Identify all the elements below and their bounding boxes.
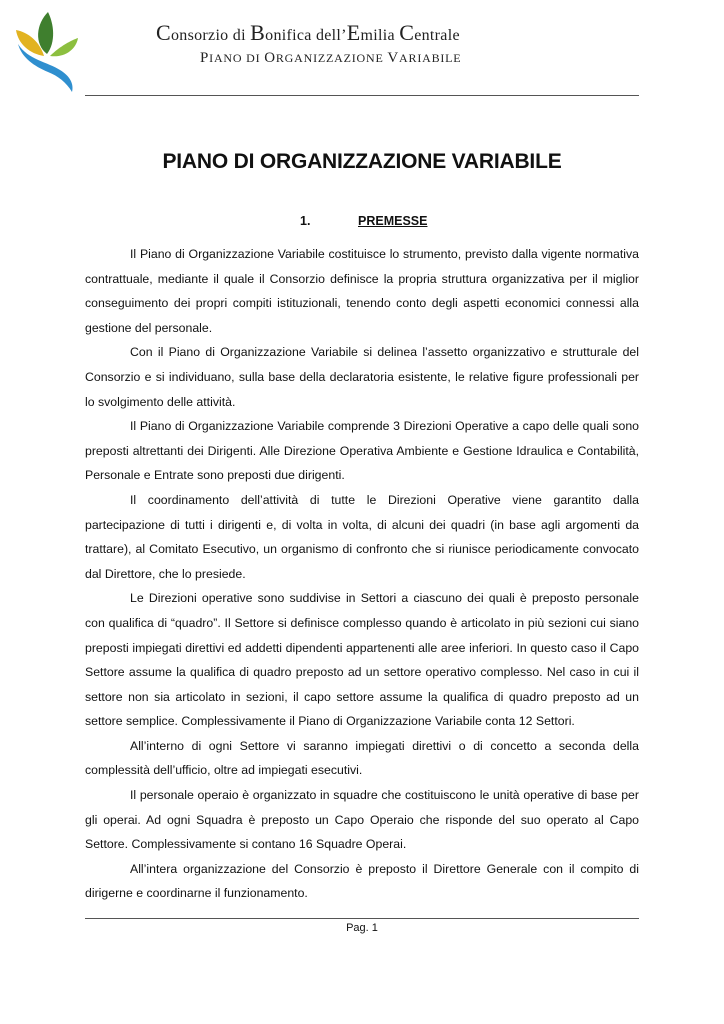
paragraph: Il personale operaio è organizzato in squadre che costituiscono le unità operative di base per gli operai. Ad ogni Squadra è preposto un Capo Operaio che risponde del suo operato al Capo Settore. Complessivamente si contano 16 Squadre Operai. — [85, 788, 639, 852]
consorzio-leaf-logo — [14, 8, 80, 92]
header-document-subtitle: PIANO DI ORGANIZZAZIONE VARIABILE — [200, 50, 462, 66]
document-body — [85, 242, 639, 906]
section-label: PREMESSE — [358, 214, 428, 228]
section-number: 1. — [300, 214, 311, 228]
paragraph: Le Direzioni operative sono suddivise in Settori a ciascuno dei quali è preposto personale con qualifica di “quadro”. Il Settore si definisce complesso quando è articolato in più sezioni cui siano preposti impiegati direttivi ed addetti dipendenti appartenenti alle aree inferiori. In questo caso il Capo Settore assume la qualifica di quadro preposto ad un settore operativo complesso. Nel caso in cui il settore non sia articolato in sezioni, il capo settore assume la qualifica di quadro preposto ad un settore semplice. Complessivamente il Piano di Organizzazione Variabile conta 12 Settori. — [85, 591, 639, 729]
logo-leaf-light-green — [50, 38, 78, 56]
paragraph: Il Piano di Organizzazione Variabile comprende 3 Direzioni Operative a capo delle quali sono preposti altrettanti dei Dirigenti. Alle Direzione Operativa Ambiente e Gestione Idraulica e Contabilità, Personale e Entrate sono preposti due dirigenti. — [85, 419, 639, 483]
paragraph: All’intera organizzazione del Consorzio è preposto il Direttore Generale con il compito di dirigerne e coordinarne il funzionamento. — [85, 861, 639, 901]
header-divider — [85, 95, 639, 96]
paragraph: Con il Piano di Organizzazione Variabile si delinea l’assetto organizzativo e strutturale del Consorzio e si individuano, sulla base della declaratoria esistente, le relative figure professionali per lo svolgimento delle attività. — [85, 345, 639, 409]
paragraph: Il coordinamento dell’attività di tutte le Direzioni Operative viene garantito dalla partecipazione di tutti i dirigenti e, di volta in volta, di alcuni dei quadri (in base agli argomenti da trattare), al Comitato Esecutivo, un organismo di confronto che si riunisce periodicamente convocato dal Direttore, che lo presiede. — [85, 492, 639, 581]
page-number: Pag. 1 — [346, 922, 378, 934]
footer-divider — [85, 918, 639, 919]
document-title: PIANO DI ORGANIZZAZIONE VARIABILE — [162, 150, 562, 173]
paragraph: Il Piano di Organizzazione Variabile costituisce lo strumento, previsto dalla vigente normativa contrattuale, mediante il quale il Consorzio definisce la propria struttura organizzativa per il miglior conseguimento dei propri compiti istituzionali, tenendo conto degli aspetti economici connessi alla gestione del personale. — [85, 247, 639, 335]
organization-name: Consorzio di Bonifica dell’Emilia Centrale — [156, 20, 460, 45]
paragraph: All’interno di ogni Settore vi saranno impiegati direttivi o di concetto a seconda della complessità dell’ufficio, oltre ad impiegati esecutivi. — [85, 738, 639, 778]
section-heading — [300, 214, 427, 228]
